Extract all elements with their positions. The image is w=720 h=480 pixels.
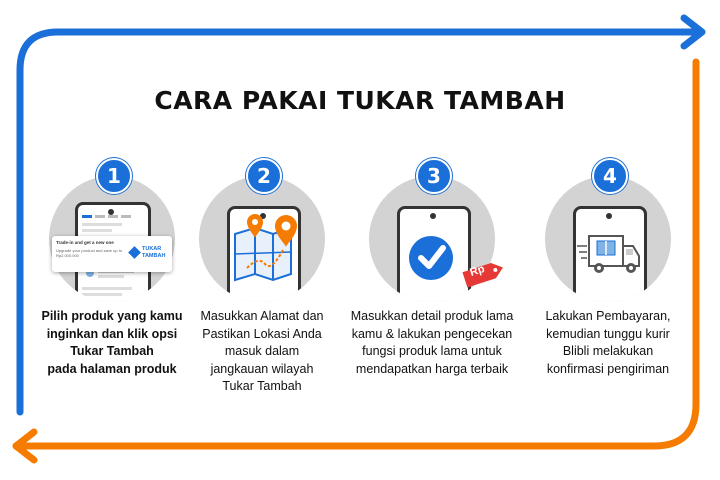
card-subtitle: Upgrade your product and save up to Rp2.000.000 (56, 248, 123, 258)
step-number-badge: 4 (592, 158, 628, 194)
step-description: Masukkan Alamat dan Pastikan Lokasi Anda masuk dalam jangkauan wilayah Tukar Tambah (200, 309, 324, 393)
step-illustration (545, 176, 671, 302)
step-number-badge: 1 (96, 158, 132, 194)
step-description: Masukkan detail produk lama kamu & lakukan pengecekan fungsi produk lama untuk mendapatkan harga terbaik (350, 309, 514, 376)
step-description: Pilih produk yang kamu inginkan dan klik opsi Tukar Tambah pada halaman produk (41, 309, 183, 376)
step-description: Lakukan Pembayaran, kemudian tunggu kurir Blibli melakukan konfirmasi pengiriman (545, 309, 671, 376)
map-location-pins-icon (199, 176, 325, 302)
tukar-tambah-logo (130, 246, 170, 260)
price-tag-icon (460, 258, 506, 290)
tukar-tambah-brand: TUKAR TAMBAH (142, 246, 166, 259)
price-tag-label: Rp (468, 263, 487, 279)
delivery-truck-icon (545, 176, 671, 302)
step-number-badge: 3 (416, 158, 452, 194)
tukar-tambah-logo-icon (128, 246, 141, 259)
page-title: CARA PAKAI TUKAR TAMBAH (154, 86, 566, 115)
step-number-badge: 2 (246, 158, 282, 194)
step-illustration (199, 176, 325, 302)
card-title: Trade-in and get a new one (56, 240, 114, 245)
tukar-tambah-card (52, 236, 172, 272)
